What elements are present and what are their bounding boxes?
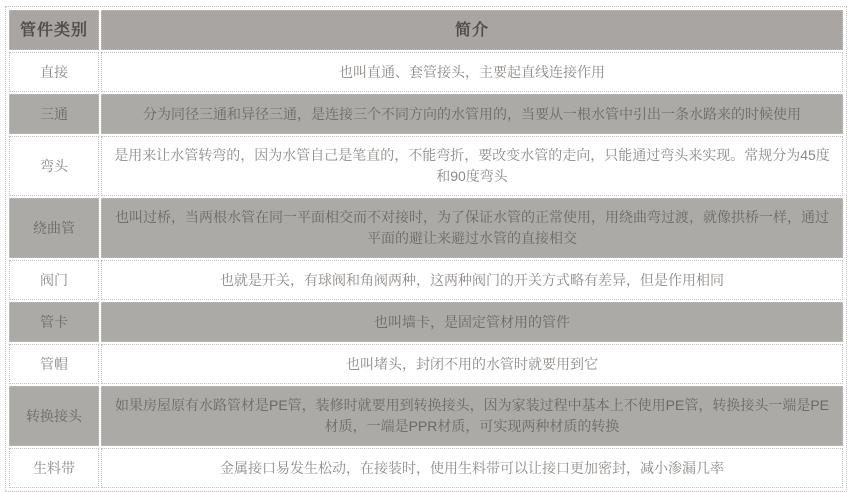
header-cell-description: 简介: [101, 10, 843, 50]
table-row: [9, 52, 843, 92]
category-cell: 阀门: [9, 260, 99, 300]
description-cell: 也叫墙卡，是固定管材用的管件: [101, 302, 843, 342]
table-header: [9, 10, 843, 50]
table-row: [9, 260, 843, 300]
table-row: [9, 94, 843, 134]
category-cell: 转换接头: [9, 386, 99, 446]
description-cell: 如果房屋原有水路管材是PE管，装修时就要用到转换接头，因为家装过程中基本上不使用PE管，转换接头一端是PE材质，一端是PPR材质，可实现两种材质的转换: [101, 386, 843, 446]
category-cell: 生料带: [9, 448, 99, 488]
category-cell: 直接: [9, 52, 99, 92]
table-row: [9, 198, 843, 258]
category-cell: 三通: [9, 94, 99, 134]
fittings-table: [7, 8, 845, 490]
description-cell: 分为同径三通和异径三通，是连接三个不同方向的水管用的，当要从一根水管中引出一条水路来的时候使用: [101, 94, 843, 134]
category-cell: 弯头: [9, 136, 99, 196]
description-cell: 也叫过桥，当两根水管在同一平面相交而不对接时，为了保证水管的正常使用，用绕曲弯过渡，就像拱桥一样，通过平面的避让来避过水管的直接相交: [101, 198, 843, 258]
description-cell: 也叫直通、套管接头，主要起直线连接作用: [101, 52, 843, 92]
category-cell: 管帽: [9, 344, 99, 384]
table-row: [9, 344, 843, 384]
fittings-table-container: [5, 6, 847, 492]
table-row: [9, 448, 843, 488]
table-row: [9, 302, 843, 342]
description-cell: 是用来让水管转弯的，因为水管自己是笔直的，不能弯折，要改变水管的走向，只能通过弯头来实现。常规分为45度和90度弯头: [101, 136, 843, 196]
header-cell-category: 管件类别: [9, 10, 99, 50]
description-cell: 金属接口易发生松动，在接装时，使用生料带可以让接口更加密封，减小渗漏几率: [101, 448, 843, 488]
category-cell: 绕曲管: [9, 198, 99, 258]
header-row: [9, 10, 843, 50]
table-row: [9, 386, 843, 446]
table-row: [9, 136, 843, 196]
category-cell: 管卡: [9, 302, 99, 342]
table-body: [9, 52, 843, 488]
description-cell: 也就是开关，有球阀和角阀两种，这两种阀门的开关方式略有差异，但是作用相同: [101, 260, 843, 300]
description-cell: 也叫堵头，封闭不用的水管时就要用到它: [101, 344, 843, 384]
